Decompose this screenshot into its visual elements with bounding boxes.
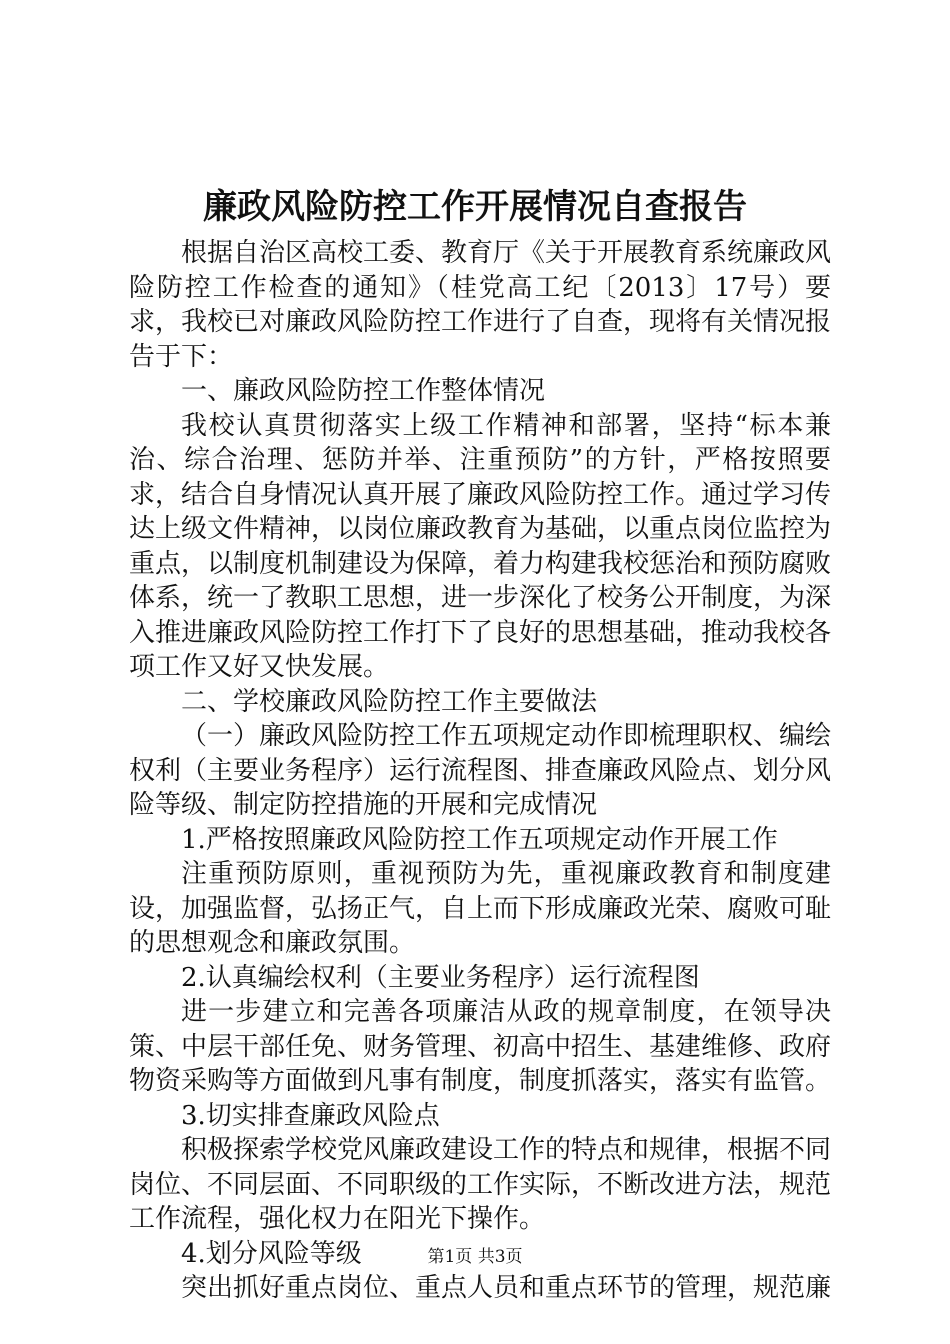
section-heading-1: 一、廉政风险防控工作整体情况: [181, 376, 546, 406]
paragraph-intro: 根据自治区高校工委、教育厅《关于开展教育系统廉政风险防控工作检查的通知》（桂党高工纪〔2013〕17号）要求，我校已对廉政风险防控工作进行了自查，现将有关情况报告于下：: [129, 238, 832, 372]
document-title: 廉政风险防控工作开展情况自查报告: [203, 187, 747, 227]
page-number-footer: 第1页 共3页: [427, 1247, 523, 1267]
subsection-heading-1: （一）廉政风险防控工作五项规定动作即梳理职权、编绘权利（主要业务程序）运行流程图、排查廉政风险点、划分风险等级、制定防控措施的开展和完成情况: [129, 721, 832, 820]
item-heading-3: 3.切实排查廉政风险点: [181, 1100, 440, 1131]
document-body: [129, 236, 831, 1306]
item-heading-4: 4.划分风险等级: [181, 1238, 362, 1269]
item-heading-2: 2.认真编绘权利（主要业务程序）运行流程图: [181, 962, 700, 993]
section-heading-2: 二、学校廉政风险防控工作主要做法: [181, 686, 598, 717]
item-paragraph-1: 注重预防原则，重视预防为先，重视廉政教育和制度建设，加强监督，弘扬正气，自上而下形成廉政光荣、腐败可耻的思想观念和廉政氛围。: [129, 859, 832, 958]
item-heading-1: 1.严格按照廉政风险防控工作五项规定动作开展工作: [181, 824, 778, 855]
item-paragraph-3: 积极探索学校党风廉政建设工作的特点和规律，根据不同岗位、不同层面、不同职级的工作实际，不断改进方法，规范工作流程，强化权力在阳光下操作。: [129, 1135, 832, 1234]
item-paragraph-2: 进一步建立和完善各项廉洁从政的规章制度，在领导决策、中层干部任免、财务管理、初高中招生、基建维修、政府物资采购等方面做到凡事有制度，制度抓落实，落实有监管。: [129, 997, 832, 1096]
paragraph-overview: 我校认真贯彻落实上级工作精神和部署，坚持“标本兼治、综合治理、惩防并举、注重预防”的方针，严格按照要求，结合自身情况认真开展了廉政风险防控工作。通过学习传达上级文件精神，以岗位廉政教育为基础，以重点岗位监控为重点，以制度机制建设为保障，着力构建我校惩治和预防腐败体系，统一了教职工思想，进一步深化了校务公开制度，为深入推进廉政风险防控工作打下了良好的思想基础，推动我校各项工作又好又快发展。: [129, 410, 832, 682]
item-paragraph-4: 突出抓好重点岗位、重点人员和重点环节的管理，规范廉: [181, 1273, 832, 1303]
